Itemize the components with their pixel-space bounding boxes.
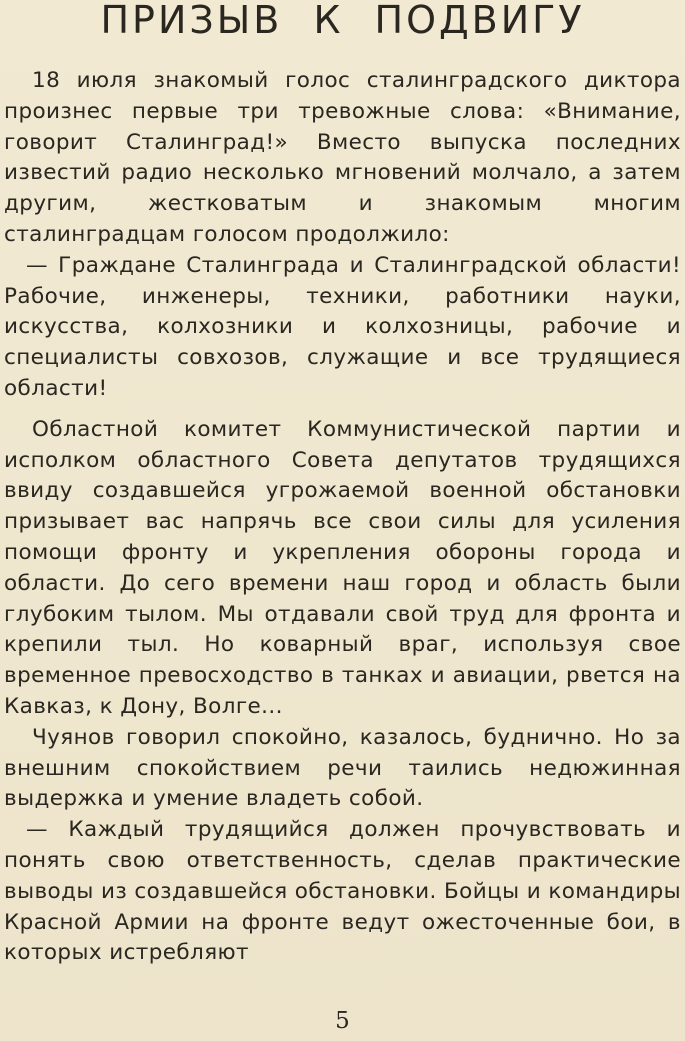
paragraph-4: Чуянов говорил спокойно, казалось, буднично. Но за внешним спокойствием речи таились недюжинная выдержка и умение владеть собой. <box>4 724 681 812</box>
page-body <box>4 66 681 969</box>
page-number: 5 <box>335 1008 350 1034</box>
chapter-title: ПРИЗЫВ К ПОДВИГУ <box>100 0 585 42</box>
paragraph-1: 18 июля знакомый голос сталинградского диктора произнес первые три тревожные слова: «Внимание, говорит Сталинград!» Вместо выпуска последних известий радио несколько мгновений молчало, а затем другим, жестковатым и знакомым многим сталинградцам голосом продолжило: <box>4 68 681 247</box>
paragraph-2: — Граждане Сталинграда и Сталинградской области! Рабочие, инженеры, техники, работники науки, искусства, колхозники и колхозницы, рабочие и специалисты совхозов, служащие и все трудящиеся области! <box>4 252 681 401</box>
paragraph-3: Областной комитет Коммунистической партии и исполком областного Совета депутатов трудящихся ввиду создавшейся угрожаемой военной обстановки призывает вас напрячь все свои силы для усиления помощи фронту и укрепления обороны города и области. До сего времени наш город и область были глубоким тылом. Мы отдавали свой труд для фронта и крепили тыл. Но коварный враг, используя свое временное превосходство в танках и авиации, рвется на Кавказ, к Дону, Волге... <box>4 416 681 719</box>
paragraph-5: — Каждый трудящийся должен прочувствовать и понять свою ответственность, сделав практические выводы из создавшейся обстановки. Бойцы и командиры Красной Армии на фронте ведут ожесточенные бои, в которых истребляют <box>4 817 681 966</box>
